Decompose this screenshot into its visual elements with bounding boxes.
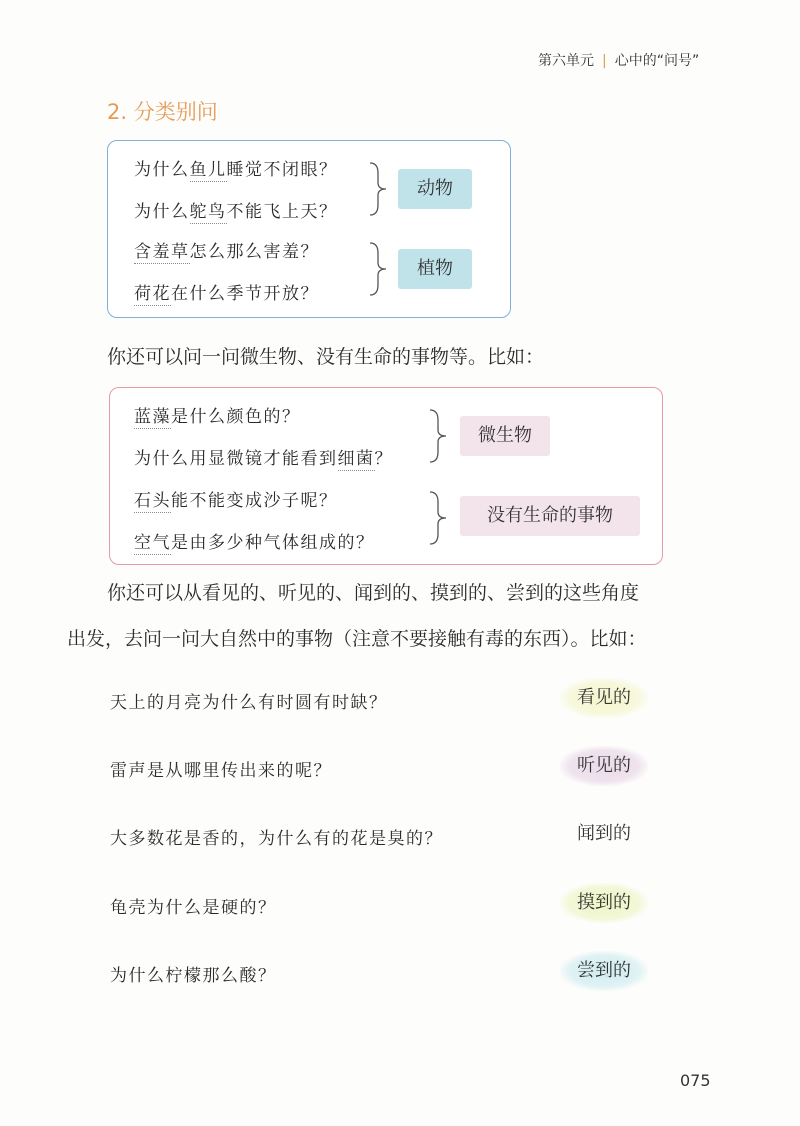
tag-nonliving: 没有生命的事物 — [460, 496, 640, 536]
sense-question: 雷声是从哪里传出来的呢？ — [110, 761, 332, 781]
brace-icon — [426, 408, 450, 464]
tag-microbe: 微生物 — [460, 416, 550, 456]
question-fish: 为什么鱼儿睡觉不闭眼？ — [134, 160, 338, 180]
tag-plant: 植物 — [398, 249, 472, 289]
sense-question: 大多数花是香的，为什么有的花是臭的？ — [110, 829, 443, 849]
running-header — [538, 50, 699, 70]
brace-icon — [366, 161, 390, 217]
question-ostrich: 为什么鸵鸟不能飞上天？ — [134, 202, 338, 222]
tag-animal: 动物 — [398, 169, 472, 209]
paragraph-more-categories: 你还可以问一问微生物、没有生命的事物等。比如： — [107, 346, 545, 368]
sense-question: 天上的月亮为什么有时圆有时缺？ — [110, 693, 388, 713]
unit-label: 第六单元 — [538, 53, 594, 69]
question-lotus: 荷花在什么季节开放？ — [134, 284, 319, 304]
question-algae: 蓝藻是什么颜色的？ — [134, 407, 301, 427]
brace-icon — [426, 490, 450, 546]
sense-tag-touch: 摸到的 — [560, 883, 648, 923]
section-title: 2. 分类别问 — [107, 100, 218, 124]
question-mimosa: 含羞草怎么那么害羞？ — [134, 242, 319, 262]
sense-tag-see: 看见的 — [560, 678, 648, 718]
question-air: 空气是由多少种气体组成的？ — [134, 533, 375, 553]
brace-icon — [366, 241, 390, 297]
sense-tag-smell: 闻到的 — [577, 823, 631, 844]
question-bacteria: 为什么用显微镜才能看到细菌？ — [134, 449, 393, 469]
question-stone: 石头能不能变成沙子呢？ — [134, 491, 338, 511]
classify-box — [107, 140, 511, 318]
more-categories-box — [109, 387, 663, 565]
topic-label: 心中的“问号” — [614, 53, 700, 69]
sense-tag-taste: 尝到的 — [560, 951, 648, 991]
paragraph-senses-line2: 出发，去问一问大自然中的事物（注意不要接触有毒的东西）。比如： — [67, 628, 647, 650]
paragraph-senses-line1: 你还可以从看见的、听见的、闻到的、摸到的、尝到的这些角度 — [107, 582, 640, 604]
sense-tag-hear: 听见的 — [560, 746, 648, 786]
sense-question: 龟壳为什么是硬的？ — [110, 898, 277, 918]
header-separator: | — [602, 53, 607, 69]
sense-question: 为什么柠檬那么酸？ — [110, 966, 277, 986]
page-number: 075 — [680, 1071, 711, 1090]
